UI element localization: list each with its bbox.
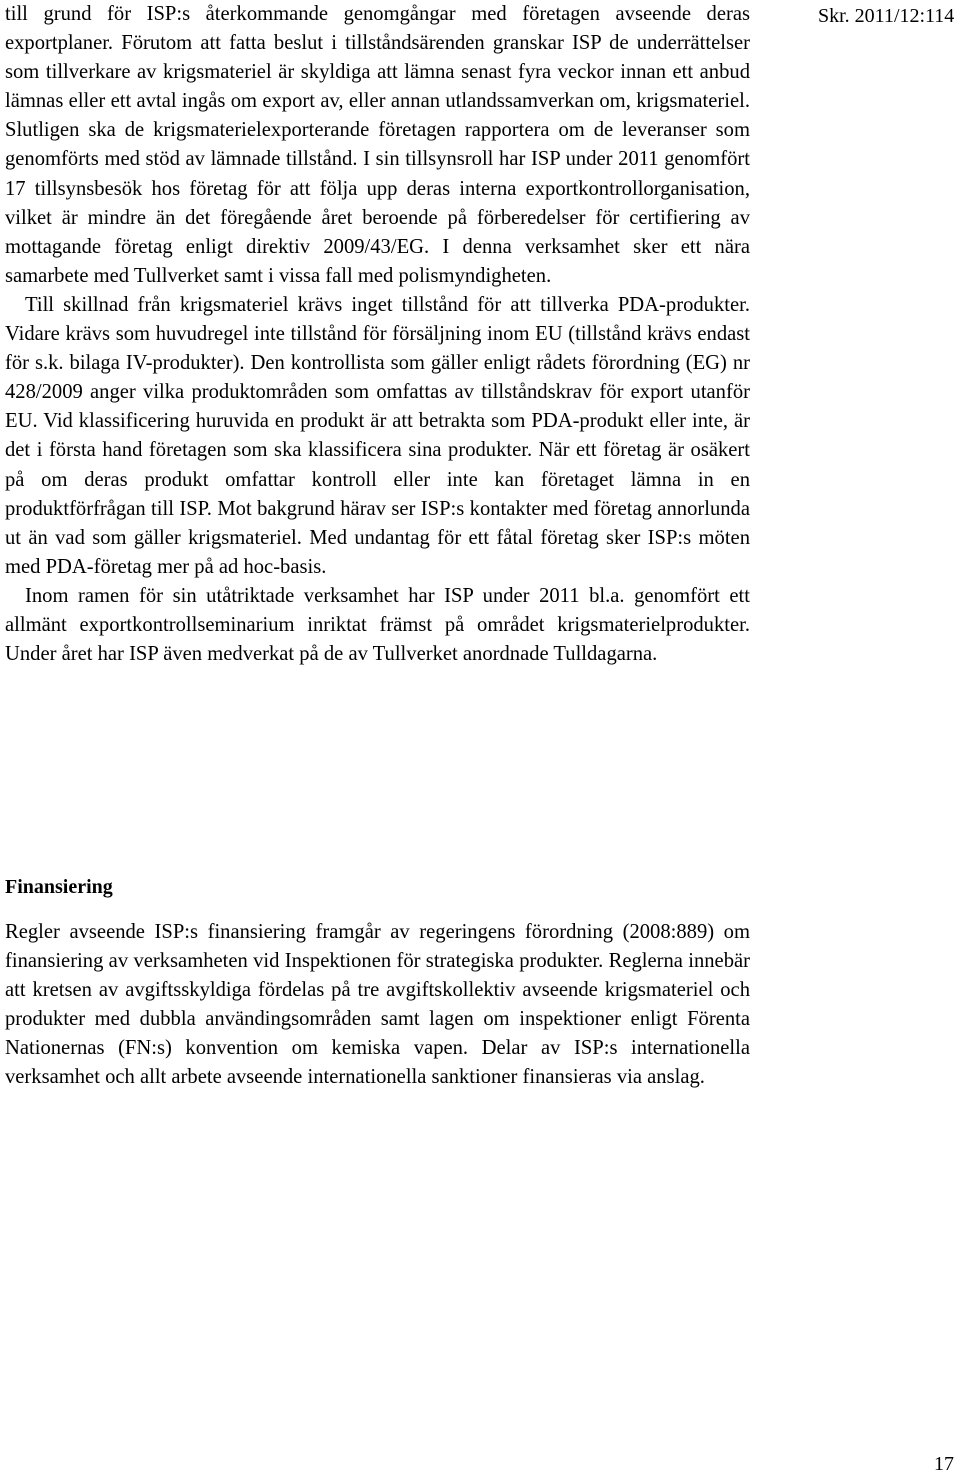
financing-body (5, 918, 750, 1093)
document-reference: Skr. 2011/12:114 (818, 5, 955, 27)
paragraph-pda-products: Till skillnad från krigsmateriel krävs inget tillstånd för att tillverka PDA-produkter. Vidare krävs som huvudregel inte tillstånd för försäljning inom EU (tillstånd krävs endast för s.k. bilaga IV-produkter). Den kontrollista som gäller enligt rådets förordning (EG) nr 428/2009 anger vilka produktområden som omfattas av tillståndskrav för export utanför EU. Vid klassificering huruvida en produkt är att betrakta som PDA-produkt eller inte, är det i första hand företagen som ska klassificera sina produkter. När ett företag är osäkert på om deras produkt omfattar kontroll eller inte kan företaget lämna in en produktförfrågan till ISP. Mot bakgrund härav ser ISP:s kontakter med företag annorlunda ut än vad som gäller krigsmateriel. Med undantag för ett fåtal företag sker ISP:s möten med PDA-företag mer på ad hoc-basis. (5, 293, 750, 578)
body-text (5, 0, 750, 669)
section-heading: Finansiering (5, 876, 113, 898)
page-number: 17 (934, 1453, 954, 1475)
paragraph-outreach: Inom ramen för sin utåtriktade verksamhet har ISP under 2011 bl.a. genomfört ett allmänt exportkontrollseminarium inriktat främst på området krigsmaterielprodukter. Under året har ISP även medverkat på de av Tullverket anordnade Tulldagarna. (5, 584, 750, 666)
paragraph-financing: Regler avseende ISP:s finansiering framgår av regeringens förordning (2008:889) om finansiering av verksamheten vid Inspektionen för strategiska produkter. Reglerna innebär att kretsen av avgiftsskyldiga fördelas på tre avgiftskollektiv avseende krigsmateriel och produkter med dubbla användingsområden samt lagen om inspektioner enligt Förenta Nationernas (FN:s) konvention om kemiska vapen. Delar av ISP:s internationella verksamhet och allt arbete avseende internationella sanktioner finansieras via anslag. (5, 921, 750, 1089)
paragraph-supervision: till grund för ISP:s återkommande genomgångar med företagen avseende deras exportplaner. Förutom att fatta beslut i tillståndsärenden granskar ISP de underrättelser som tillverkare av krigsmateriel är skyldiga att lämna senast fyra veckor innan ett anbud lämnas eller ett avtal ingås om export av, eller annan utlandssamverkan om, krigsmateriel. Slutligen ska de krigsmaterielexporterande företagen rapportera om de leveranser som genomförts med stöd av lämnade tillstånd. I sin tillsynsroll har ISP under 2011 genomfört 17 tillsynsbesök hos företag för att följa upp deras interna exportkontrollorganisation, vilket är mindre än det föregående året beroende på förberedelser för certifiering av mottagande företag enligt direktiv 2009/43/EG. I denna verksamhet sker ett nära samarbete med Tullverket samt i vissa fall med polismyndigheten. (5, 3, 750, 287)
financing-section (5, 873, 750, 901)
